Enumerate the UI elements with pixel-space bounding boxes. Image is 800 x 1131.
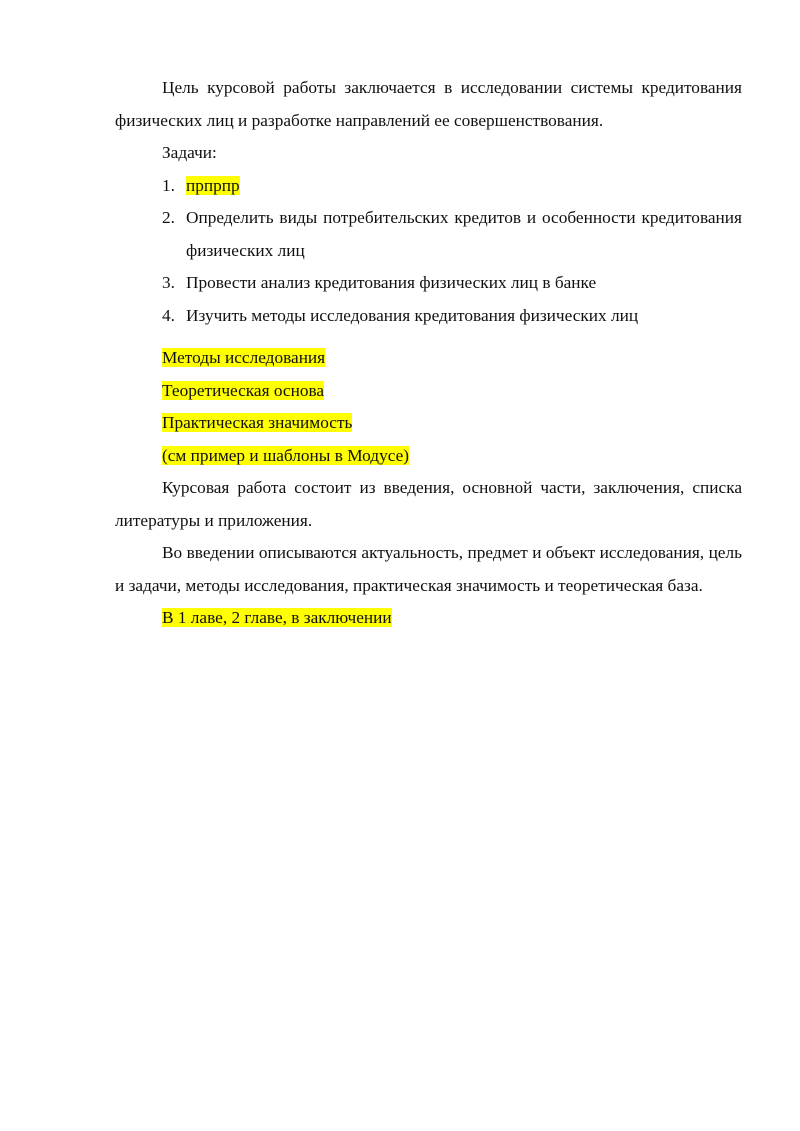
example-note-line [115, 440, 742, 473]
task-item [115, 267, 742, 300]
task-text-highlighted: прпрпр [186, 175, 240, 195]
theory-line [115, 375, 742, 408]
task-number: 1. [162, 175, 175, 195]
task-number: 4. [162, 305, 175, 325]
example-note-text: (см пример и шаблоны в Модусе) [162, 445, 410, 465]
tasks-heading: Задачи: [162, 143, 217, 162]
task-text: Определить виды потребительских кредитов и особенности кредитования физических лиц [186, 208, 742, 260]
document-page [115, 72, 742, 635]
structure-paragraph: Курсовая работа состоит из введения, основной части, заключения, списка литературы и приложения. [115, 478, 742, 530]
practical-line [115, 407, 742, 440]
spacer [115, 332, 742, 342]
chapters-note-line [115, 602, 742, 635]
methods-line [115, 342, 742, 375]
chapters-note-text: В 1 лаве, 2 главе, в заключении [162, 608, 392, 627]
tasks-list [115, 170, 742, 333]
practical-text: Практическая значимость [162, 413, 353, 432]
methods-text: Методы исследования [162, 348, 326, 367]
introduction-paragraph: Во введении описываются актуальность, предмет и объект исследования, цель и задачи, методы исследования, практическая значимость и теоретическая база. [115, 543, 742, 595]
theory-text: Теоретическая основа [162, 380, 325, 400]
task-number: 2. [162, 208, 175, 227]
task-item [115, 300, 742, 333]
task-number: 3. [162, 273, 175, 292]
task-text: Провести анализ кредитования физических лиц в банке [186, 273, 597, 292]
goal-paragraph: Цель курсовой работы заключается в исследовании системы кредитования физических лиц и разработке направлений ее совершенствования. [115, 78, 742, 130]
task-item [115, 170, 742, 203]
task-text: Изучить методы исследования кредитования физических лиц [186, 305, 639, 325]
task-item [115, 202, 742, 267]
